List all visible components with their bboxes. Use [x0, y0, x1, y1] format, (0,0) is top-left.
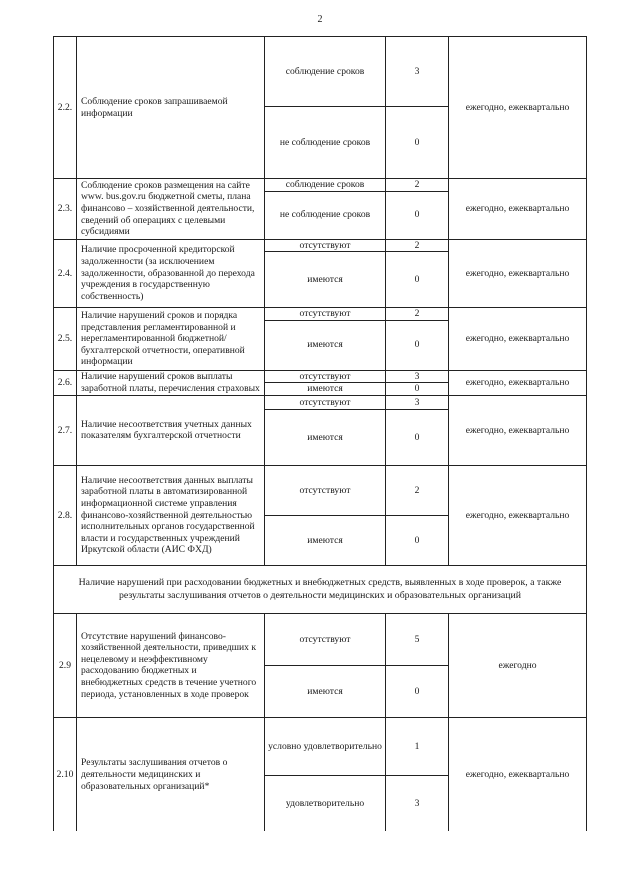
- criterion-value: 0: [386, 409, 449, 465]
- criterion-label: отсутствуют: [265, 613, 386, 665]
- table-row: [54, 717, 587, 775]
- criterion-label: условно удовлетворительно: [265, 717, 386, 775]
- criterion-value: 0: [386, 515, 449, 565]
- indicator-name: Наличие нарушений сроков выплаты заработной платы, перечисления страховых: [77, 370, 265, 395]
- criterion-value: 3: [386, 395, 449, 409]
- row-number: 2.8.: [54, 465, 77, 565]
- criterion-label: имеются: [265, 665, 386, 717]
- indicators-table: [53, 36, 587, 831]
- criterion-label: не соблюдение сроков: [265, 191, 386, 239]
- table-row: [54, 395, 587, 409]
- row-number: 2.5.: [54, 308, 77, 371]
- criterion-value: 0: [386, 320, 449, 370]
- criterion-label: отсутствуют: [265, 465, 386, 515]
- table-row: [54, 613, 587, 665]
- row-number: 2.9: [54, 613, 77, 717]
- criterion-label: имеются: [265, 252, 386, 308]
- criterion-label: отсутствуют: [265, 308, 386, 321]
- indicator-name: Наличие несоответствия учетных данных показателям бухгалтерской отчетности: [77, 395, 265, 465]
- table-row: [54, 565, 587, 613]
- period: ежегодно, ежеквартально: [449, 370, 587, 395]
- row-number: 2.3.: [54, 179, 77, 240]
- indicator-name: Наличие нарушений сроков и порядка представления регламентированной и нерегламентированной бюджетной/бухгалтерской отчетности, оперативной информации: [77, 308, 265, 371]
- indicator-name: Результаты заслушивания отчетов о деятельности медицинских и образовательных организаций*: [77, 717, 265, 831]
- criterion-value: 0: [386, 107, 449, 179]
- criterion-value: 5: [386, 613, 449, 665]
- indicator-name: Соблюдение сроков запрашиваемой информации: [77, 37, 265, 179]
- table-row: [54, 465, 587, 515]
- row-number: 2.6.: [54, 370, 77, 395]
- criterion-label: отсутствуют: [265, 370, 386, 383]
- indicator-name: Отсутствие нарушений финансово-хозяйственной деятельности, приведших к нецелевому и неэффективному расходованию бюджетных и внебюджетных средств в течение учетного периода, установленных в ходе проверок: [77, 613, 265, 717]
- indicator-name: Наличие несоответствия данных выплаты заработной платы в автоматизированной информационной системе управления финансово-хозяйственной деятельностью исполнительных органов государственной власти и государственных учреждений Иркутской области (АИС ФХД): [77, 465, 265, 565]
- criterion-label: имеются: [265, 409, 386, 465]
- criterion-label: имеются: [265, 320, 386, 370]
- indicator-name: Наличие просроченной кредиторской задолженности (за исключением задолженности, образованной до перехода учреждения в государственную собственность): [77, 239, 265, 308]
- page-number: 2: [317, 14, 323, 25]
- table-row: [54, 37, 587, 107]
- criterion-label: удовлетворительно: [265, 775, 386, 831]
- criterion-value: 0: [386, 191, 449, 239]
- criterion-value: 3: [386, 370, 449, 383]
- criterion-label: соблюдение сроков: [265, 37, 386, 107]
- criterion-value: 2: [386, 239, 449, 252]
- criterion-label: не соблюдение сроков: [265, 107, 386, 179]
- criterion-label: соблюдение сроков: [265, 179, 386, 192]
- period: ежегодно, ежеквартально: [449, 179, 587, 240]
- period: ежегодно, ежеквартально: [449, 395, 587, 465]
- criterion-value: 0: [386, 252, 449, 308]
- criterion-value: 2: [386, 179, 449, 192]
- period: ежегодно, ежеквартально: [449, 239, 587, 308]
- criterion-label: отсутствуют: [265, 239, 386, 252]
- criterion-value: 0: [386, 383, 449, 396]
- table-row: [54, 370, 587, 383]
- period: ежегодно: [449, 613, 587, 717]
- row-number: 2.4.: [54, 239, 77, 308]
- table-row: [54, 308, 587, 321]
- criterion-value: 2: [386, 308, 449, 321]
- criterion-value: 1: [386, 717, 449, 775]
- criterion-value: 2: [386, 465, 449, 515]
- row-number: 2.2.: [54, 37, 77, 179]
- table-row: [54, 239, 587, 252]
- section-heading: Наличие нарушений при расходовании бюджетных и внебюджетных средств, выявленных в ходе проверок, а также результаты заслушивания отчетов о деятельности медицинских и образовательных организаций: [54, 565, 587, 613]
- indicator-name: Соблюдение сроков размещения на сайте www. bus.gov.ru бюджетной сметы, плана финансово – хозяйственной деятельности, сведений об операциях с целевыми субсидиями: [77, 179, 265, 240]
- period: ежегодно, ежеквартально: [449, 308, 587, 371]
- row-number: 2.10: [54, 717, 77, 831]
- criterion-label: имеются: [265, 383, 386, 396]
- table-row: [54, 179, 587, 192]
- criterion-value: 3: [386, 775, 449, 831]
- period: ежегодно, ежеквартально: [449, 465, 587, 565]
- criterion-label: отсутствуют: [265, 395, 386, 409]
- criterion-value: 3: [386, 37, 449, 107]
- period: ежегодно, ежеквартально: [449, 37, 587, 179]
- criterion-value: 0: [386, 665, 449, 717]
- period: ежегодно, ежеквартально: [449, 717, 587, 831]
- criterion-label: имеются: [265, 515, 386, 565]
- row-number: 2.7.: [54, 395, 77, 465]
